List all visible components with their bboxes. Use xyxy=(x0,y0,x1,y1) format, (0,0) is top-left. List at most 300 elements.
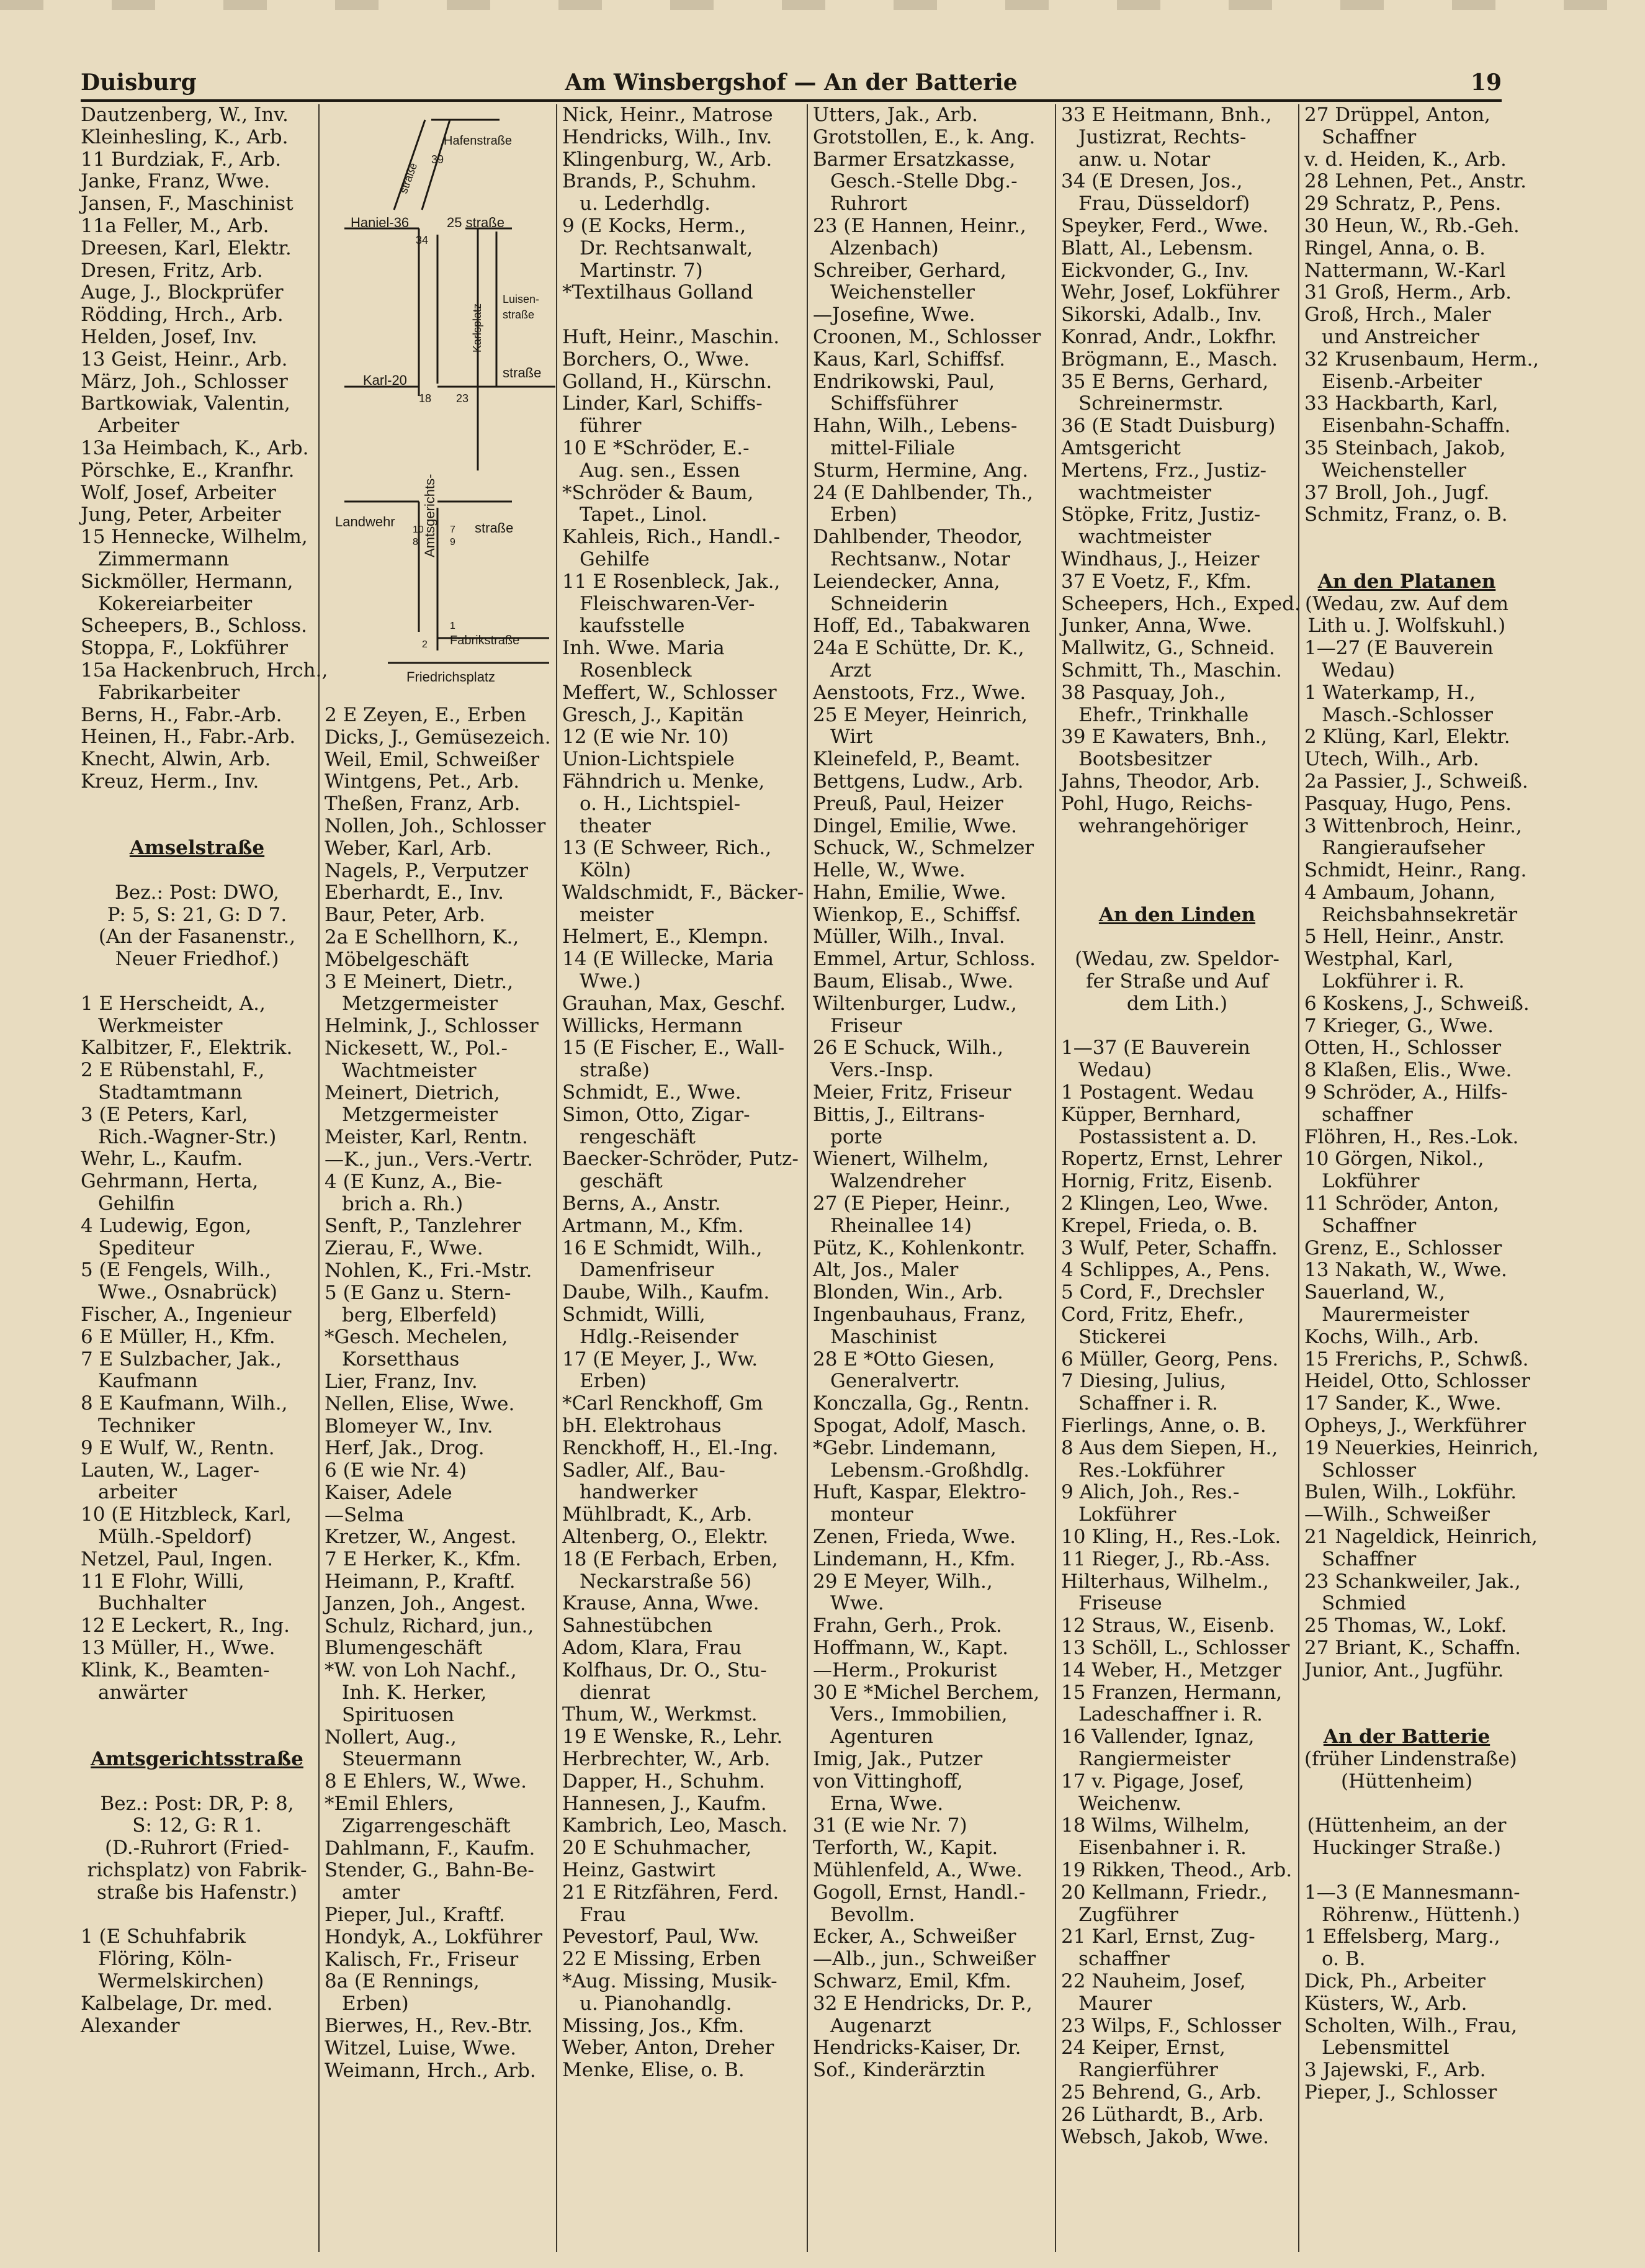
directory-entry-line: Ecker, A., Schweißer xyxy=(813,1925,1016,1948)
directory-entry-line: 25 E Meyer, Heinrich, xyxy=(813,703,1028,726)
directory-entry-line: Schneiderin xyxy=(830,592,948,615)
directory-entry-line: Brögmann, E., Masch. xyxy=(1061,348,1278,371)
directory-entry-line: Mühlbradt, K., Arb. xyxy=(562,1503,753,1526)
directory-entry-line: Lebensmittel xyxy=(1322,2036,1450,2059)
directory-entry-line: Wiltenburger, Ludw., xyxy=(813,992,1017,1015)
directory-entry-line: 4 (E Kunz, A., Bie- xyxy=(325,1170,503,1193)
directory-entry-line: 22 E Missing, Erben xyxy=(562,1948,761,1971)
directory-entry-line: 19 Neuerkies, Heinrich, xyxy=(1304,1436,1539,1459)
directory-entry-line: Stadtamtmann xyxy=(98,1081,243,1104)
map-label: 25 straße xyxy=(447,215,504,230)
directory-entry-line: 13 Nakath, W., Wwe. xyxy=(1304,1259,1507,1282)
directory-entry-line: Golland, H., Kürschn. xyxy=(562,370,773,393)
directory-entry-line: Stender, G., Bahn-Be- xyxy=(325,1859,534,1882)
directory-entry-line: Metzgermeister xyxy=(342,1104,498,1127)
directory-entry-line: 4 Ambaum, Johann, xyxy=(1304,881,1496,904)
directory-entry-line: 10 Görgen, Nikol., xyxy=(1304,1148,1484,1171)
directory-entry-line: Rödding, Hrch., Arb. xyxy=(81,304,284,326)
directory-entry-line: Altenberg, O., Elektr. xyxy=(562,1526,769,1548)
directory-entry-line: Krause, Anna, Wwe. xyxy=(562,1592,760,1615)
directory-entry-line: 1 Effelsberg, Marg., xyxy=(1304,1925,1500,1948)
directory-entry-line: Zenen, Frieda, Wwe. xyxy=(813,1526,1016,1548)
directory-entry-line xyxy=(81,1726,313,1748)
directory-entry-line: Gresch, J., Kapitän xyxy=(562,703,744,726)
directory-entry-line: Frau, Düsseldorf) xyxy=(1078,192,1250,215)
directory-entry-line: 37 Broll, Joh., Jugf. xyxy=(1304,481,1490,504)
directory-entry-line: 32 E Hendricks, Dr. P., xyxy=(813,1992,1033,2015)
directory-entry-line: Neuer Friedhof.) xyxy=(115,948,279,971)
directory-entry-line: Friseur xyxy=(830,1014,902,1037)
directory-entry-line: Bulen, Wilh., Lokführ. xyxy=(1304,1481,1517,1504)
directory-entry-line: Klink, K., Beamten- xyxy=(81,1658,270,1681)
map-label: Haniel-36 xyxy=(351,215,410,230)
directory-entry-line: 19 E Wenske, R., Lehr. xyxy=(562,1726,783,1748)
directory-entry-line: Endrikowski, Paul, xyxy=(813,370,995,393)
directory-entry-line: Mühlenfeld, A., Wwe. xyxy=(813,1858,1023,1881)
directory-entry-line: —Selma xyxy=(325,1503,405,1526)
directory-entry-line: Sof., Kinderärztin xyxy=(813,2059,985,2082)
directory-entry-line: Pörschke, E., Kranfhr. xyxy=(81,459,295,482)
directory-entry-line: Preuß, Paul, Heizer xyxy=(813,792,1003,815)
directory-entry-line: Wirt xyxy=(830,726,873,749)
directory-entry-line: Flöring, Köln- xyxy=(98,1948,232,1971)
directory-entry-line: 13 (E Schweer, Rich., xyxy=(562,837,772,860)
directory-entry-line: Fischer, A., Ingenieur xyxy=(81,1303,292,1326)
directory-entry-line: dem Lith.) xyxy=(1126,992,1228,1015)
directory-entry-line: Maurermeister xyxy=(1322,1303,1469,1326)
directory-entry-line: 20 E Schuhmacher, xyxy=(562,1837,752,1860)
directory-entry-line: Herf, Jak., Drog. xyxy=(325,1437,485,1460)
directory-entry-line: Jung, Peter, Arbeiter xyxy=(81,503,281,526)
directory-entry-line: Arbeiter xyxy=(98,415,179,438)
directory-entry-line: Huft, Heinr., Maschin. xyxy=(562,325,780,348)
directory-entry-line: kaufsstelle xyxy=(580,614,685,637)
directory-entry-line: Klingenburg, W., Arb. xyxy=(562,148,773,171)
directory-entry-line: P: 5, S: 21, G: D 7. xyxy=(107,903,287,926)
directory-entry-line: Bettgens, Ludw., Arb. xyxy=(813,770,1024,793)
directory-entry-line: Justizrat, Rechts- xyxy=(1078,125,1247,148)
directory-entry-line: 9 Alich, Joh., Res.- xyxy=(1061,1481,1240,1504)
directory-entry-line: Schmidt, Heinr., Rang. xyxy=(1304,859,1527,882)
directory-entry-line: Gesch.-Stelle Dbg.- xyxy=(830,170,1018,193)
map-label: straße xyxy=(503,308,535,321)
directory-entry-line: Dautzenberg, W., Inv. xyxy=(81,104,289,126)
directory-entry-line: 35 E Berns, Gerhard, xyxy=(1061,370,1269,393)
directory-entry-line: Huckinger Straße.) xyxy=(1312,1837,1501,1860)
directory-entry-line: Janke, Franz, Wwe. xyxy=(81,170,271,193)
directory-entry-line: Nick, Heinr., Matrose xyxy=(562,104,773,126)
directory-entry-line: o. H., Lichtspiel- xyxy=(580,792,741,815)
directory-entry-line: Lindemann, H., Kfm. xyxy=(813,1547,1016,1570)
directory-entry-line: Res.-Lokführer xyxy=(1078,1459,1225,1482)
directory-entry-line: Junior, Ant., Jugführ. xyxy=(1304,1658,1504,1681)
directory-entry-line: Zugführer xyxy=(1078,1903,1178,1926)
directory-entry-line xyxy=(81,860,313,882)
directory-entry-line: 15 Franzen, Hermann, xyxy=(1061,1681,1283,1704)
directory-entry-line: theater xyxy=(580,814,651,837)
directory-entry-line: Eisenb.-Arbeiter xyxy=(1322,370,1482,393)
directory-entry-line: Dr. Rechtsanwalt, xyxy=(580,236,753,259)
directory-entry-line: 20 Kellmann, Friedr., xyxy=(1061,1881,1268,1904)
directory-entry-line: Dahlmann, F., Kaufm. xyxy=(325,1837,536,1860)
map-label: Friedrichsplatz xyxy=(406,669,496,685)
directory-entry-line: u. Lederhdlg. xyxy=(580,192,711,215)
directory-entry-line: Baur, Peter, Arb. xyxy=(325,904,485,927)
directory-entry-line: Dresen, Fritz, Arb. xyxy=(81,259,263,282)
directory-entry-line: 8 E Ehlers, W., Wwe. xyxy=(325,1770,527,1793)
directory-entry-line: Rosenbleck xyxy=(580,659,692,682)
directory-entry-line: 18 (E Ferbach, Erben, xyxy=(562,1547,778,1570)
directory-entry-line: 28 E *Otto Giesen, xyxy=(813,1348,995,1370)
directory-entry-line: 17 v. Pigage, Josef, xyxy=(1061,1770,1245,1793)
directory-entry-line: Masch.-Schlosser xyxy=(1322,703,1493,726)
directory-entry-line: von Vittinghoff, xyxy=(813,1770,963,1793)
directory-entry-line: Schiffsführer xyxy=(830,392,958,415)
directory-entry-line: Nellen, Elise, Wwe. xyxy=(325,1392,515,1415)
directory-entry-line: 31 (E wie Nr. 7) xyxy=(813,1814,967,1837)
directory-entry-line: 30 Heun, W., Rb.-Geh. xyxy=(1304,214,1520,237)
street-heading: Amselstraße xyxy=(129,837,265,860)
directory-entry-line: Missing, Jos., Kfm. xyxy=(562,2014,745,2037)
directory-entry-line: o. B. xyxy=(1322,1948,1366,1971)
directory-entry-line: 9 E Wulf, W., Rentn. xyxy=(81,1436,275,1459)
directory-entry-line xyxy=(1304,1860,1509,1882)
directory-column-3 xyxy=(562,104,802,2082)
map-label: straße xyxy=(475,520,514,536)
directory-entry-line: 1 Postagent. Wedau xyxy=(1061,1081,1254,1104)
directory-entry-line: 34 (E Dresen, Jos., xyxy=(1061,170,1243,193)
directory-column-5 xyxy=(1061,104,1301,2148)
directory-entry-line: dienrat xyxy=(580,1681,650,1704)
directory-entry-line: Wienert, Wilhelm, xyxy=(813,1148,989,1171)
directory-entry-line: Hendricks, Wilh., Inv. xyxy=(562,125,773,148)
directory-entry-line: schaffner xyxy=(1078,1948,1170,1971)
directory-column-2 xyxy=(325,704,551,2082)
directory-entry-line: Rich.-Wagner-Str.) xyxy=(98,1125,277,1148)
directory-entry-line: Sickmöller, Hermann, xyxy=(81,570,294,593)
directory-entry-line: Kleinefeld, P., Beamt. xyxy=(813,748,1021,771)
directory-entry-line: 23 (E Hannen, Heinr., xyxy=(813,214,1026,237)
directory-entry-line: Herbrechter, W., Arb. xyxy=(562,1747,771,1770)
directory-entry-line: 2 Klüng, Karl, Elektr. xyxy=(1304,726,1510,749)
directory-entry-line: Erben) xyxy=(830,503,897,526)
directory-entry-line: Heinen, H., Fabr.-Arb. xyxy=(81,726,296,749)
directory-entry-line: handwerker xyxy=(580,1481,697,1504)
directory-entry-line: Theßen, Franz, Arb. xyxy=(325,793,521,816)
directory-entry-line: 14 Weber, H., Metzger xyxy=(1061,1658,1281,1681)
directory-entry-line: Vers.-Insp. xyxy=(830,1059,934,1082)
directory-entry-line: Pasquay, Hugo, Pens. xyxy=(1304,792,1512,815)
street-map xyxy=(326,104,552,688)
directory-entry-line: Opheys, J., Werkführer xyxy=(1304,1415,1526,1438)
directory-entry-line: 6 Koskens, J., Schweiß. xyxy=(1304,992,1530,1015)
directory-entry-line: 24a E Schütte, Dr. K., xyxy=(813,637,1024,660)
directory-entry-line: *Gebr. Lindemann, xyxy=(813,1436,997,1459)
directory-entry-line: geschäft xyxy=(580,1170,663,1193)
directory-entry-line: Kreuz, Herm., Inv. xyxy=(81,770,259,793)
directory-entry-line: 15a Hackenbruch, Hrch., xyxy=(81,659,328,682)
directory-entry-line: Berns, A., Anstr. xyxy=(562,1192,721,1215)
directory-entry-line: Agenturen xyxy=(830,1726,934,1748)
directory-entry-line xyxy=(81,793,313,816)
directory-entry-line: Kaufmann xyxy=(98,1370,198,1393)
directory-entry-line: 21 Karl, Ernst, Zug- xyxy=(1061,1925,1255,1948)
directory-entry-line: Ruhrort xyxy=(830,192,908,215)
directory-entry-line: Eickvonder, G., Inv. xyxy=(1061,259,1250,282)
directory-entry-line: Bez.: Post: DR, P: 8, xyxy=(100,1792,294,1815)
directory-entry-line: 3 Wulf, Peter, Schaffn. xyxy=(1061,1236,1278,1259)
directory-entry-line: 10 (E Hitzbleck, Karl, xyxy=(81,1503,292,1526)
directory-entry-line: Fabrikarbeiter xyxy=(98,681,240,704)
street-heading: Amtsgerichtsstraße xyxy=(91,1747,303,1770)
directory-entry-line: 7 Diesing, Julius, xyxy=(1061,1370,1226,1393)
directory-entry-line: 1 E Herscheidt, A., xyxy=(81,992,266,1015)
directory-entry-line: Möbelgeschäft xyxy=(325,948,469,971)
map-label: Karl-20 xyxy=(363,372,407,388)
directory-entry-line: 8a (E Rennings, xyxy=(325,1970,480,1993)
directory-entry-line: Weichensteller xyxy=(1322,459,1466,482)
directory-entry-line: 7 E Sulzbacher, Jak., xyxy=(81,1348,282,1370)
directory-entry-line: 2a Passier, J., Schweiß. xyxy=(1304,770,1528,793)
directory-entry-line: Postassistent a. D. xyxy=(1078,1125,1257,1148)
directory-entry-line: Blatt, Al., Lebensm. xyxy=(1061,236,1253,259)
directory-entry-line: Waldschmidt, F., Bäcker- xyxy=(562,881,804,904)
directory-entry-line: mittel-Filiale xyxy=(830,436,955,459)
directory-entry-line: Weimann, Hrch., Arb. xyxy=(325,2059,536,2082)
directory-entry-line: Walzendreher xyxy=(830,1170,966,1193)
page-number: 19 xyxy=(1470,70,1502,96)
directory-entry-line: 8 E Kaufmann, Wilh., xyxy=(81,1392,288,1415)
directory-entry-line: Senft, P., Tanzlehrer xyxy=(325,1215,521,1238)
directory-entry-line: 29 E Meyer, Wilh., xyxy=(813,1570,993,1593)
directory-entry-line: 14 (E Willecke, Maria xyxy=(562,948,774,971)
directory-entry-line: Spediteur xyxy=(98,1236,194,1259)
directory-entry-line: Westphal, Karl, xyxy=(1304,948,1454,971)
directory-entry-line: Gogoll, Ernst, Handl.- xyxy=(813,1881,1026,1904)
directory-entry-line: (früher Lindenstraße) xyxy=(1304,1747,1517,1770)
directory-entry-line: wachtmeister xyxy=(1078,526,1211,549)
directory-entry-line: Weber, Anton, Dreher xyxy=(562,2036,774,2059)
directory-entry-line: Jansen, F., Maschinist xyxy=(81,192,294,215)
directory-entry-line: Schlosser xyxy=(1322,1459,1417,1482)
header-street-range: Am Winsbergshof — An der Batterie xyxy=(565,70,1018,96)
directory-entry-line: Hannesen, J., Kaufm. xyxy=(562,1792,767,1815)
directory-entry-line: Inh. Wwe. Maria xyxy=(562,637,725,660)
directory-entry-line: Sikorski, Adalb., Inv. xyxy=(1061,304,1262,326)
directory-entry-line: *Emil Ehlers, xyxy=(325,1793,454,1816)
directory-entry-line: Artmann, M., Kfm. xyxy=(562,1214,744,1237)
directory-entry-line: 12 (E wie Nr. 10) xyxy=(562,726,729,749)
directory-column-6 xyxy=(1304,104,1540,2104)
map-label: Fabrikstraße xyxy=(450,634,520,647)
directory-entry-line: 9 (E Kocks, Herm., xyxy=(562,214,746,237)
directory-entry-line: Sauerland, W., xyxy=(1304,1281,1445,1304)
directory-entry-line: Kaus, Karl, Schiffsf. xyxy=(813,348,1005,371)
directory-entry-line: und Anstreicher xyxy=(1322,325,1479,348)
directory-entry-line: 21 Nageldick, Heinrich, xyxy=(1304,1526,1538,1548)
directory-entry-line: Simon, Otto, Zigar- xyxy=(562,1103,750,1126)
directory-entry-line: anw. u. Notar xyxy=(1078,148,1211,171)
directory-entry-line: *Carl Renckhoff, Gm xyxy=(562,1392,763,1415)
directory-entry-line: Meier, Fritz, Friseur xyxy=(813,1081,1011,1104)
map-label: Karlsplatz xyxy=(471,303,483,353)
directory-entry-line: Erben) xyxy=(580,1370,647,1393)
street-heading: An der Batterie xyxy=(1323,1726,1490,1748)
directory-entry-line: Flöhren, H., Res.-Lok. xyxy=(1304,1125,1519,1148)
directory-entry-line: u. Pianohandlg. xyxy=(580,1992,732,2015)
directory-entry-line: fer Straße und Auf xyxy=(1086,970,1268,993)
directory-entry-line: 10 E *Schröder, E.- xyxy=(562,436,750,459)
directory-entry-line: Jahns, Theodor, Arb. xyxy=(1061,770,1260,793)
directory-entry-line: Arzt xyxy=(830,659,871,682)
directory-entry-line: Stoppa, F., Lokführer xyxy=(81,637,288,660)
directory-entry-line: Nollert, Aug., xyxy=(325,1726,457,1748)
directory-entry-line: Weber, Karl, Arb. xyxy=(325,837,492,860)
directory-entry-line: 26 Lüthardt, B., Arb. xyxy=(1061,2103,1264,2126)
directory-entry-line: Dahlbender, Theodor, xyxy=(813,526,1023,549)
map-label: 1 xyxy=(450,621,455,631)
directory-entry-line: Lier, Franz, Inv. xyxy=(325,1370,478,1393)
directory-entry-line: Meffert, W., Schlosser xyxy=(562,681,777,704)
directory-entry-line: Renckhoff, H., El.-Ing. xyxy=(562,1436,779,1459)
directory-entry-line: Grenz, E., Schlosser xyxy=(1304,1236,1502,1259)
page-header xyxy=(81,70,1502,101)
directory-entry-line: Pieper, Jul., Kraftf. xyxy=(325,1904,505,1927)
directory-entry-line: Fleischwaren-Ver- xyxy=(580,592,755,615)
directory-entry-line: Schmied xyxy=(1322,1592,1407,1615)
directory-entry-line: Windhaus, J., Heizer xyxy=(1061,547,1260,570)
directory-entry-line: meister xyxy=(580,903,654,926)
directory-entry-line: Erna, Wwe. xyxy=(830,1792,944,1815)
directory-entry-line: Hoffmann, W., Kapt. xyxy=(813,1636,1009,1659)
directory-entry-line: Küsters, W., Arb. xyxy=(1304,1992,1468,2015)
directory-entry-line: rengeschäft xyxy=(580,1125,696,1148)
directory-entry-line: Friseuse xyxy=(1078,1592,1162,1615)
directory-entry-line: Rechtsanw., Notar xyxy=(830,547,1010,570)
directory-entry-line: 15 Hennecke, Wilhelm, xyxy=(81,526,308,549)
directory-entry-line: Werkmeister xyxy=(98,1014,223,1037)
directory-entry-line: Dicks, J., Gemüsezeich. xyxy=(325,726,551,749)
directory-entry-line: Barmer Ersatzkasse, xyxy=(813,148,1016,171)
directory-entry-line: 5 (E Ganz u. Stern- xyxy=(325,1281,511,1304)
directory-entry-line: Fähndrich u. Menke, xyxy=(562,770,765,793)
directory-entry-line: 2a E Schellhorn, K., xyxy=(325,925,519,948)
directory-entry-line: Wachtmeister xyxy=(342,1059,477,1082)
column-divider xyxy=(807,104,808,2252)
directory-entry-line: Rheinallee 14) xyxy=(830,1214,972,1237)
directory-entry-line: Rangiermeister xyxy=(1078,1747,1230,1770)
directory-entry-line: Augenarzt xyxy=(830,2014,931,2037)
directory-entry-line: Wermelskirchen) xyxy=(98,1969,264,1992)
directory-entry-line: Pevestorf, Paul, Ww. xyxy=(562,1925,760,1948)
directory-entry-line: —Wilh., Schweißer xyxy=(1304,1503,1490,1526)
directory-entry-line: anwärter xyxy=(98,1681,187,1704)
directory-entry-line: 36 (E Stadt Duisburg) xyxy=(1061,415,1276,438)
map-label: 10 xyxy=(413,524,424,535)
directory-entry-line: Thum, W., Werkmst. xyxy=(562,1703,758,1726)
directory-entry-line: Utters, Jak., Arb. xyxy=(813,104,978,126)
map-label: 9 xyxy=(450,537,455,547)
map-label: Luisen- xyxy=(503,293,540,305)
directory-entry-line: Lith u. J. Wolfskuhl.) xyxy=(1307,614,1506,637)
directory-entry-line: Cord, Fritz, Ehefr., xyxy=(1061,1303,1245,1326)
directory-entry-line: Stickerei xyxy=(1078,1325,1167,1348)
directory-entry-line: Websch, Jakob, Wwe. xyxy=(1061,2125,1269,2148)
directory-entry-line: Wedau) xyxy=(1078,1059,1152,1082)
directory-entry-line: 1—37 (E Bauverein xyxy=(1061,1037,1250,1060)
directory-entry-line: Meinert, Dietrich, xyxy=(325,1081,500,1104)
directory-entry-line: *W. von Loh Nachf., xyxy=(325,1659,517,1682)
directory-entry-line xyxy=(81,816,313,838)
directory-entry-line: 18 Wilms, Wilhelm, xyxy=(1061,1814,1250,1837)
directory-entry-line: Emmel, Artur, Schloss. xyxy=(813,948,1036,971)
directory-entry-line: 2 E Zeyen, E., Erben xyxy=(325,704,527,726)
directory-entry-line: Schreiber, Gerhard, xyxy=(813,259,1006,282)
directory-entry-line: (Hüttenheim) xyxy=(1340,1770,1473,1793)
directory-entry-line: 11 E Rosenbleck, Jak., xyxy=(562,570,781,593)
directory-entry-line xyxy=(1304,549,1509,571)
directory-entry-line: Eisenbahn-Schaffn. xyxy=(1322,415,1511,438)
directory-entry-line: 19 Rikken, Theod., Arb. xyxy=(1061,1858,1293,1881)
directory-entry-line: Scheepers, B., Schloss. xyxy=(81,614,308,637)
directory-entry-line: v. d. Heiden, K., Arb. xyxy=(1304,148,1507,171)
directory-entry-line: 29 Schratz, P., Pens. xyxy=(1304,192,1502,215)
directory-entry-line: Generalvertr. xyxy=(830,1370,961,1393)
directory-entry-line: 25 Thomas, W., Lokf. xyxy=(1304,1614,1507,1637)
directory-entry-line: Imig, Jak., Putzer xyxy=(813,1747,983,1770)
directory-entry-line: 30 E *Michel Berchem, xyxy=(813,1681,1040,1704)
directory-entry-line xyxy=(1304,526,1509,549)
directory-entry-line: 5 Cord, F., Drechsler xyxy=(1061,1281,1264,1304)
header-city: Duisburg xyxy=(81,70,197,96)
directory-entry-line: Pütz, K., Kohlenkontr. xyxy=(813,1236,1026,1259)
directory-entry-line: Ehefr., Trinkhalle xyxy=(1078,703,1249,726)
directory-entry-line: Schaffner xyxy=(1322,125,1417,148)
directory-entry-line: 27 Briant, K., Schaffn. xyxy=(1304,1636,1522,1659)
directory-entry-line: 1—27 (E Bauverein xyxy=(1304,637,1494,660)
directory-entry-line: Baum, Elisab., Wwe. xyxy=(813,970,1014,993)
directory-entry-line: Willicks, Hermann xyxy=(562,1014,743,1037)
directory-entry-line xyxy=(562,304,802,326)
directory-entry-line: Eberhardt, E., Inv. xyxy=(325,881,504,904)
directory-entry-line: bH. Elektrohaus xyxy=(562,1415,722,1438)
directory-entry-line: Lokführer xyxy=(1322,1170,1420,1193)
directory-entry-line: brich a. Rh.) xyxy=(342,1192,464,1215)
directory-entry-line: Gehilfin xyxy=(98,1192,175,1215)
directory-entry-line: Wienkop, E., Schiffsf. xyxy=(813,903,1021,926)
directory-entry-line: Wwe., Osnabrück) xyxy=(98,1281,277,1304)
directory-entry-line xyxy=(1304,1793,1509,1816)
map-label: Hafenstraße xyxy=(444,134,513,148)
directory-entry-line: 27 (E Pieper, Heinr., xyxy=(813,1192,1011,1215)
directory-entry-line: Schuck, W., Schmelzer xyxy=(813,837,1034,860)
street-heading: An den Linden xyxy=(1098,903,1256,926)
directory-entry-line: Borchers, O., Wwe. xyxy=(562,348,750,371)
directory-entry-line: Schmidt, E., Wwe. xyxy=(562,1081,742,1104)
directory-entry-line: Steuermann xyxy=(342,1748,462,1771)
directory-entry-line: Röhrenw., Hüttenh.) xyxy=(1322,1903,1520,1926)
directory-entry-line: Nagels, P., Verputzer xyxy=(325,859,528,882)
directory-entry-line: Amtsgericht xyxy=(1061,436,1181,459)
directory-entry-line: Hdlg.-Reisender xyxy=(580,1325,738,1348)
directory-entry-line: 6 (E wie Nr. 4) xyxy=(325,1459,467,1482)
directory-entry-line: 23 Wilps, F., Schlosser xyxy=(1061,2014,1281,2037)
directory-entry-line: Ladeschaffner i. R. xyxy=(1078,1703,1263,1726)
directory-entry-line: führer xyxy=(580,415,642,438)
directory-entry-line: Müller, Wilh., Inval. xyxy=(813,925,1005,948)
directory-entry-line: Grauhan, Max, Geschf. xyxy=(562,992,786,1015)
directory-entry-line: Damenfriseur xyxy=(580,1259,714,1282)
